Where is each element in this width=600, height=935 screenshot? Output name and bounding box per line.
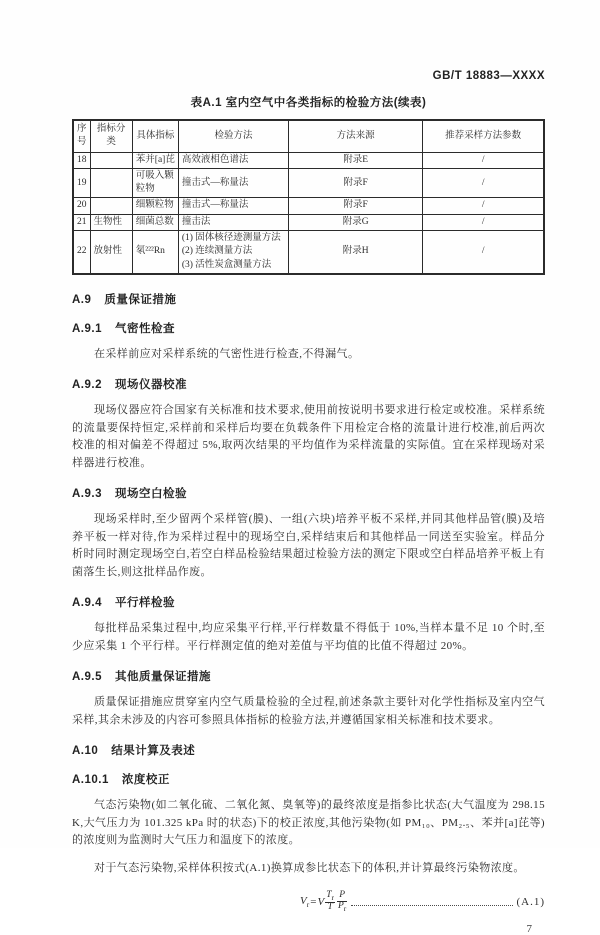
cell-serial: 19 [73, 168, 90, 198]
equals-sign: = [310, 896, 317, 909]
cell-method: 高效液相色谱法 [178, 152, 288, 168]
doc-code: GB/T 18883—XXXX [432, 70, 545, 82]
page-number: 7 [526, 923, 532, 935]
section-heading-a10 [72, 742, 545, 758]
col-header-category: 指标分类 [90, 120, 132, 152]
method-line: (1) 固体核径迹测量方法 [181, 233, 281, 244]
table-row [73, 152, 544, 168]
section-number: A.9.4 [72, 597, 102, 610]
cell-params: / [423, 231, 544, 274]
cell-serial: 22 [73, 231, 90, 274]
cell-source: 附录H [289, 231, 423, 274]
cell-indicator: 细菌总数 [132, 214, 178, 230]
cell-method: 撞击法 [178, 214, 288, 230]
cell-category: 生物性 [90, 214, 132, 230]
cell-source: 附录E [289, 152, 423, 168]
cell-source: 附录F [289, 168, 423, 198]
cell-params: / [423, 168, 544, 198]
formula-a1 [72, 891, 545, 913]
section-number: A.9.3 [72, 488, 102, 501]
formula-coeff: V [317, 896, 325, 909]
section-number: A.9.1 [72, 322, 102, 335]
table-row [73, 231, 544, 274]
cell-method [178, 231, 288, 274]
cell-source: 附录F [289, 198, 423, 214]
paragraph: 对于气态污染物,采样体积按式(A.1)换算成参比状态下的体积,并计算最终污染物浓度。 [94, 861, 525, 874]
col-header-indicator: 具体指标 [132, 120, 178, 152]
cell-indicator: 氡²²²Rn [132, 231, 178, 274]
cell-serial: 18 [73, 152, 90, 168]
cell-category [90, 168, 132, 198]
cell-indicator: 可吸入颗粒物 [132, 168, 178, 198]
cell-method: 撞击式—称量法 [178, 168, 288, 198]
section-title: 质量保证措施 [104, 293, 177, 306]
cell-indicator: 苯并[a]芘 [132, 152, 178, 168]
col-header-params: 推荐采样方法参数 [423, 120, 544, 152]
methods-table [72, 119, 545, 275]
section-heading-a9-5 [72, 668, 545, 684]
section-title: 结果计算及表述 [111, 745, 196, 758]
paragraph: 每批样品采集过程中,均应采集平行样,平行样数量不得低于 10%,当样本量不足 10 个时,至少应采集 1 个平行样。平行样测定值的绝对差值与平均值的比值不得超过 20%。 [72, 622, 545, 652]
section-title: 现场仪器校准 [115, 379, 187, 392]
section-heading-a10-1 [72, 771, 545, 787]
paragraph: 质量保证措施应贯穿室内空气质量检验的全过程,前述条款主要针对化学性指标及室内空气采样,其余未涉及的内容可参照具体指标的检验方法,并遵循国家相关标准和技术要求。 [72, 696, 545, 726]
col-header-serial: 序号 [73, 120, 90, 152]
cell-serial: 21 [73, 214, 90, 230]
cell-category [90, 198, 132, 214]
section-number: A.10 [72, 745, 99, 758]
cell-serial: 20 [73, 198, 90, 214]
cell-source: 附录G [289, 214, 423, 230]
cell-category: 放射性 [90, 231, 132, 274]
section-title: 其他质量保证措施 [115, 671, 211, 684]
paragraph: 气态污染物(如二氧化硫、二氧化氮、臭氧等)的最终浓度是指参比状态(大气温度为 298.15 K,大气压力为 101.325 kPa 时的状态)下的校正浓度,其他污染物(如 PM₁₀、PM₂.₅、苯并[a]芘等)的浓度则为监测时大气压力和温度下的浓度。 [72, 799, 545, 847]
formula-expression: $V_r$ = V $\frac{T_r}{T}$ $\frac{P}{P_r}$ [300, 890, 347, 914]
cell-indicator: 细颗粒物 [132, 198, 178, 214]
section-number: A.9 [72, 293, 92, 306]
table-row [73, 168, 544, 198]
cell-category [90, 152, 132, 168]
table-row [73, 214, 544, 230]
section-heading-a9-4 [72, 594, 545, 610]
fraction-temperature: $\frac{T_r}{T}$ [326, 890, 334, 913]
cell-params: / [423, 198, 544, 214]
section-title: 浓度校正 [121, 774, 170, 787]
section-heading-a9-3 [72, 485, 545, 501]
method-line: (2) 连续测量方法 [181, 246, 253, 257]
paragraph: 现场仪器应符合国家有关标准和技术要求,使用前按说明书要求进行检定或校准。采样系统的流量要保持恒定,采样前和采样后均要在负载条件下用检定合格的流量计进行校准,前后两次校准的相对偏差不得超过 5%,取两次结果的平均值作为采样流量的实际值。宜在采样现场对采样器进行校准。 [72, 404, 545, 469]
section-heading-a9 [72, 291, 545, 307]
table-row [73, 198, 544, 214]
section-number: A.10.1 [72, 774, 109, 787]
paragraph: 现场采样时,至少留两个采样管(膜)、一组(六块)培养平板不采样,并同其他样品管(膜)及培养平板一样对待,作为采样过程中的现场空白,采样结束后和其他样品一同送至实验室。样品分析时同时测定现场空白,若空白样品检验结果超过检验方法的测定下限或空白样品培养平板上有菌落生长,则这批样品作废。 [72, 513, 545, 578]
section-title: 气密性检查 [115, 322, 175, 335]
paragraph: 在采样前应对采样系统的气密性进行检查,不得漏气。 [94, 347, 360, 360]
col-header-source: 方法来源 [289, 120, 423, 152]
cell-method: 撞击式—称量法 [178, 198, 288, 214]
formula-lhs: V [300, 895, 307, 908]
section-heading-a9-2 [72, 376, 545, 392]
section-number: A.9.2 [72, 379, 102, 392]
method-line: (3) 活性炭盒测量方法 [181, 259, 272, 270]
table-header-row [73, 120, 544, 152]
section-title: 平行样检验 [115, 597, 175, 610]
dotted-leader [351, 905, 513, 906]
section-title: 现场空白检验 [115, 488, 187, 501]
cell-params: / [423, 152, 544, 168]
section-heading-a9-1 [72, 320, 545, 336]
cell-params: / [423, 214, 544, 230]
section-number: A.9.5 [72, 671, 102, 684]
formula-label: (A.1) [516, 896, 545, 909]
table-title: 表A.1 室内空气中各类指标的检验方法(续表) [190, 97, 427, 109]
col-header-method: 检验方法 [178, 120, 288, 152]
fraction-pressure: $\frac{P}{P_r}$ [337, 890, 347, 914]
